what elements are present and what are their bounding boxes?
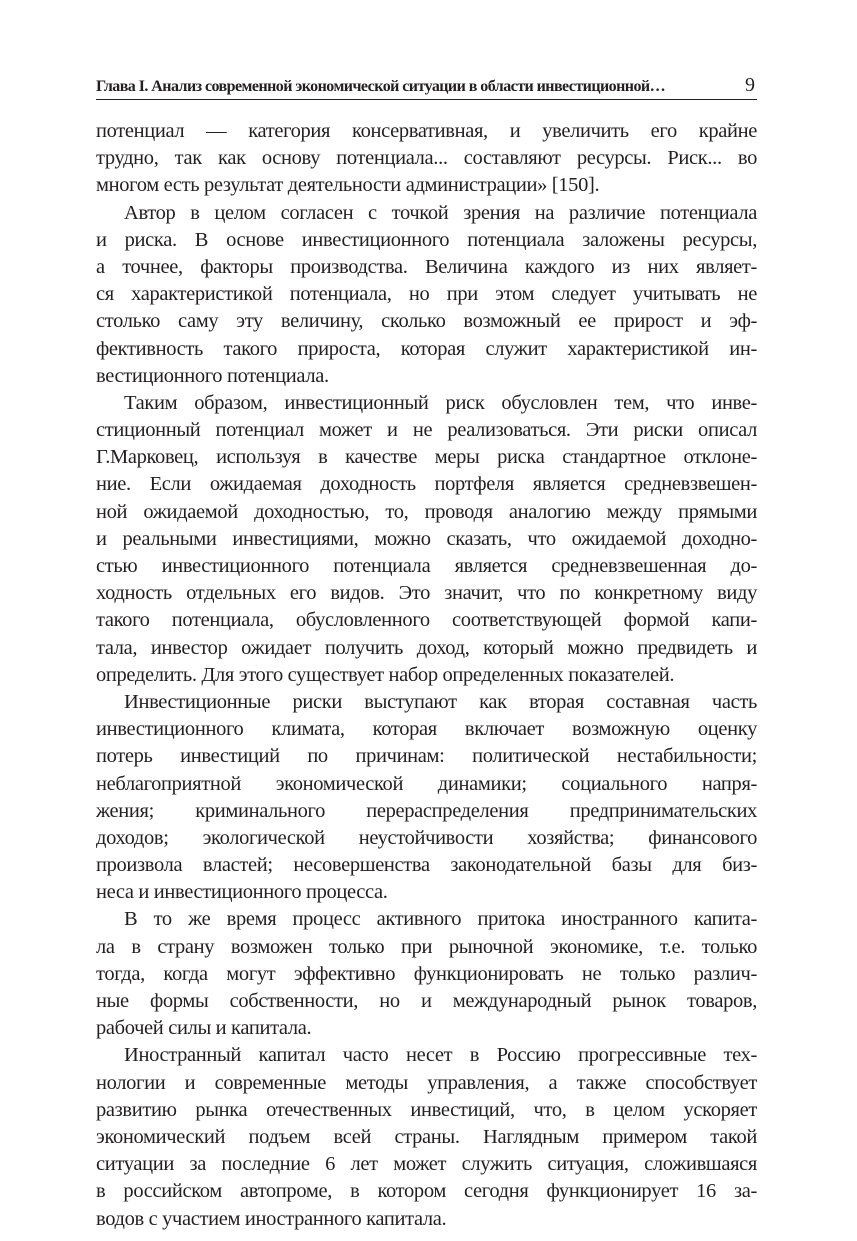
paragraph [96,689,757,907]
text-line: ные формы собственности, но и международный рынок товаров, [96,990,757,1012]
text-line: тогда, когда могут эффективно функционировать не только различ- [96,962,757,985]
text-line: ла в страну возможен только при рыночной экономике, т.е. только [96,935,757,958]
text-line: определить. Для этого существует набор определенных показателей. [96,663,675,686]
text-line: трудно, так как основу потенциала... составляют ресурсы. Риск... во [96,147,757,170]
text-line: экономический подъем всей страны. Наглядным примером такой [96,1125,757,1148]
text-line: тала, инвестор ожидает получить доход, который можно предвидеть и [96,636,757,659]
running-header [96,74,757,100]
text-line: ходность отдельных его видов. Это значит, что по конкретному виду [96,582,757,605]
text-line: фективность такого прироста, которая служит характеристикой ин- [96,337,757,360]
text-line: рабочей силы и капитала. [96,1017,312,1040]
text-line: нологии и современные методы управления, а также способствует [96,1071,757,1094]
page-number: 9 [745,74,755,96]
text-line: произвола властей; несовершенства законодательной базы для биз- [96,854,757,877]
paragraph [96,1042,757,1232]
text-line: потенциал — категория консервативная, и увеличить его крайне [96,120,757,142]
text-line: Иностранный капитал часто несет в Россию прогрессивные тех- [124,1044,757,1067]
text-line: такого потенциала, обусловленного соответствующей формой капи- [96,609,757,632]
text-line: жения; криминального перераспределения предпринимательских [96,799,757,822]
text-line: неблагоприятной экономической динамики; социального напря- [96,772,757,795]
text-line: неса и инвестиционного процесса. [96,881,388,904]
paragraph [96,200,757,390]
paragraph [96,390,757,689]
text-line: ситуации за последние 6 лет может служить ситуация, сложившаяся [96,1153,757,1176]
text-line: Инвестиционные риски выступают как вторая составная часть [124,690,757,713]
text-line: столько саму эту величину, сколько возможный ее прирост и эф- [96,310,757,333]
text-line: В то же время процесс активного притока иностранного капита- [124,908,757,931]
text-line: водов с участием иностранного капитала. [96,1207,447,1230]
text-line: стью инвестиционного потенциала является средневзвешенная до- [96,555,757,577]
text-line: Таким образом, инвестиционный риск обусловлен тем, что инве- [124,391,757,414]
text-line: и реальными инвестициями, можно сказать, что ожидаемой доходно- [96,527,757,550]
paragraph [96,906,757,1042]
text-line: инвестиционного климата, которая включает возможную оценку [96,718,757,741]
text-line: вестиционного потенциала. [96,364,329,387]
text-line: Г.Марковец, используя в качестве меры риска стандартное отклоне- [96,446,757,469]
text-line: и риска. В основе инвестиционного потенциала заложены ресурсы, [96,228,757,251]
text-line: стиционный потенциал может и не реализоваться. Эти риски описал [96,419,757,442]
text-line: потерь инвестиций по причинам: политической нестабильности; [96,745,757,768]
text-line: развитию рынка отечественных инвестиций, что, в целом ускоряет [96,1098,757,1121]
text-line: ной ожидаемой доходностью, то, проводя аналогию между прямыми [96,500,757,523]
running-title: Глава I. Анализ современной экономической ситуации в области инвестиционной… [96,78,666,95]
text-line: ся характеристикой потенциала, но при этом следует учитывать не [96,283,757,306]
body-text [96,118,757,1233]
text-line: Автор в целом согласен с точкой зрения на различие потенциала [124,201,757,224]
text-line: ние. Если ожидаемая доходность портфеля является средневзвешен- [96,473,757,496]
text-line: доходов; экологической неустойчивости хозяйства; финансового [96,826,757,849]
text-line: а точнее, факторы производства. Величина каждого из них являет- [96,255,757,278]
paragraph [96,118,757,200]
text-line: в российском автопроме, в котором сегодня функционирует 16 за- [96,1180,757,1203]
text-line: многом есть результат деятельности администрации» [150]. [96,174,600,197]
